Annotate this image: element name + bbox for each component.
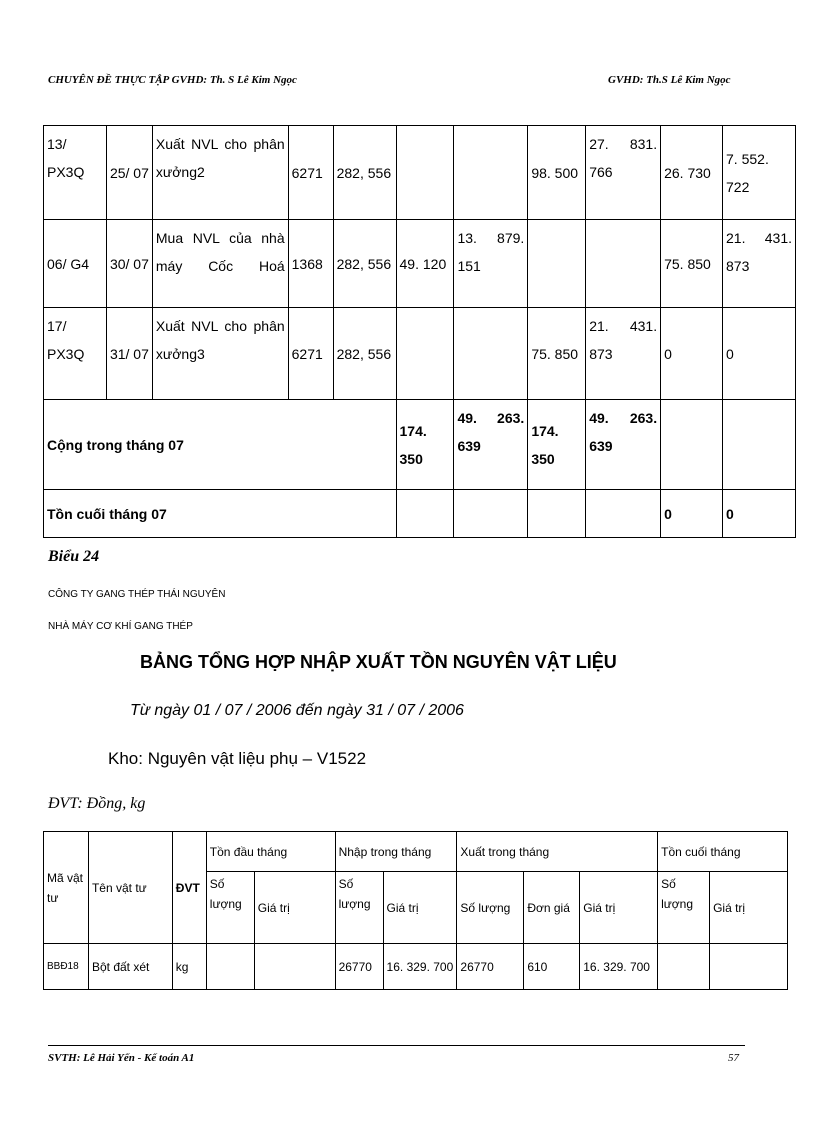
factory-name: NHÀ MÁY CƠ KHÍ GANG THÉP [48, 621, 193, 632]
page-number: 57 [728, 1052, 739, 1064]
header-rec-qty: Số lượng [335, 872, 383, 944]
doc-date: 30/ 07 [106, 220, 152, 308]
header-iss-qty: Số lượng [457, 872, 524, 944]
company-name: CÔNG TY GANG THÉP THÁI NGUYÊN [48, 589, 226, 600]
header-open-value: Giá trị [254, 872, 335, 944]
total-out-value: 49. 263. 639 [586, 400, 661, 490]
receipt-qty: 26770 [335, 944, 383, 990]
running-header-right: GVHD: Th.S Lê Kim Ngọc [608, 74, 731, 86]
material-uom: kg [172, 944, 206, 990]
running-header-left: CHUYÊN ĐỀ THỰC TẬP GVHD: Th. S Lê Kim Ngọc [48, 74, 297, 86]
header-issue: Xuất trong tháng [457, 832, 658, 872]
header-uom: ĐVT [172, 832, 206, 944]
table-row [44, 944, 788, 990]
ledger-row [44, 308, 796, 400]
open-value [254, 944, 335, 990]
header-code: Mã vật tư [44, 832, 89, 944]
material-name: Bột đất xét [88, 944, 172, 990]
header-closing: Tồn cuối tháng [658, 832, 788, 872]
close-value [710, 944, 788, 990]
description: Xuất NVL cho phân xưởng3 [152, 308, 288, 400]
warehouse-label: Kho: Nguyên vật liệu phụ – V1522 [108, 749, 367, 768]
balance-qty: 26. 730 [661, 126, 723, 220]
issue-price: 610 [524, 944, 580, 990]
account: 6271 [288, 308, 333, 400]
total-row [44, 400, 796, 490]
description: Mua NVL của nhà máy Cốc Hoá [152, 220, 288, 308]
header-name: Tên vật tư [88, 832, 172, 944]
out-qty: 98. 500 [528, 126, 586, 220]
summary-header-row [44, 832, 788, 872]
footer-divider [48, 1045, 745, 1046]
material-code: BBĐ18 [44, 944, 89, 990]
account: 6271 [288, 126, 333, 220]
unit-price: 282, 556 [333, 308, 396, 400]
ledger-row [44, 126, 796, 220]
in-value [454, 126, 528, 220]
in-value: 13. 879. 151 [454, 220, 528, 308]
closing-value: 0 [723, 490, 796, 538]
doc-number: 13/ PX3Q [44, 126, 107, 220]
header-iss-price: Đơn giá [524, 872, 580, 944]
ledger-row [44, 220, 796, 308]
receipt-value: 16. 329. 700 [383, 944, 457, 990]
header-rec-value: Giá trị [383, 872, 457, 944]
out-value: 27. 831. 766 [586, 126, 661, 220]
balance-value: 7. 552. 722 [723, 126, 796, 220]
report-title: BẢNG TỔNG HỢP NHẬP XUẤT TỒN NGUYÊN VẬT LIỆU [140, 652, 617, 672]
total-in-value: 49. 263. 639 [454, 400, 528, 490]
out-qty [528, 220, 586, 308]
account: 1368 [288, 220, 333, 308]
closing-row [44, 490, 796, 538]
issue-qty: 26770 [457, 944, 524, 990]
out-qty: 75. 850 [528, 308, 586, 400]
unit-price: 282, 556 [333, 126, 396, 220]
closing-qty: 0 [661, 490, 723, 538]
open-qty [206, 944, 254, 990]
in-qty [396, 126, 454, 220]
balance-qty: 0 [661, 308, 723, 400]
in-qty [396, 308, 454, 400]
balance-qty: 75. 850 [661, 220, 723, 308]
unit-price: 282, 556 [333, 220, 396, 308]
header-iss-value: Giá trị [580, 872, 658, 944]
balance-value: 21. 431. 873 [723, 220, 796, 308]
balance-value: 0 [723, 308, 796, 400]
footer-author: SVTH: Lê Hải Yến - Kế toán A1 [48, 1052, 195, 1064]
doc-date: 31/ 07 [106, 308, 152, 400]
total-out-qty: 174. 350 [528, 400, 586, 490]
issue-value: 16. 329. 700 [580, 944, 658, 990]
header-close-qty: Số lượng [658, 872, 710, 944]
close-qty [658, 944, 710, 990]
header-open-qty: Số lượng [206, 872, 254, 944]
in-value [454, 308, 528, 400]
doc-number: 06/ G4 [44, 220, 107, 308]
summary-table [43, 831, 788, 990]
description: Xuất NVL cho phân xưởng2 [152, 126, 288, 220]
exhibit-label: Biểu 24 [48, 548, 100, 565]
report-period: Từ ngày 01 / 07 / 2006 đến ngày 31 / 07 / 2006 [130, 702, 464, 719]
out-value: 21. 431. 873 [586, 308, 661, 400]
closing-label: Tồn cuối tháng 07 [44, 490, 397, 538]
total-in-qty: 174. 350 [396, 400, 454, 490]
doc-date: 25/ 07 [106, 126, 152, 220]
in-qty: 49. 120 [396, 220, 454, 308]
out-value [586, 220, 661, 308]
ledger-table [43, 125, 796, 538]
header-opening: Tồn đầu tháng [206, 832, 335, 872]
doc-number: 17/ PX3Q [44, 308, 107, 400]
header-close-value: Giá trị [710, 872, 788, 944]
unit-label: ĐVT: Đồng, kg [48, 795, 146, 812]
header-receipt: Nhập trong tháng [335, 832, 457, 872]
total-label: Cộng trong tháng 07 [44, 400, 397, 490]
